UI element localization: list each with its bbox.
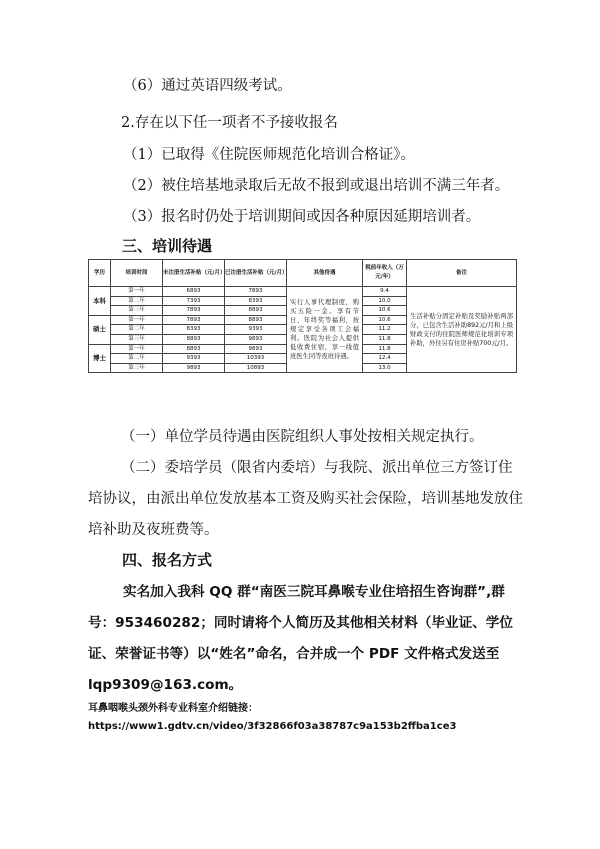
year-cell: 第二年 <box>111 296 163 306</box>
video-link-label: 耳鼻咽喉头颈外科专业科室介绍链接： <box>88 703 258 714</box>
registered-cell: 10893 <box>225 363 287 373</box>
income-cell: 12.4 <box>363 354 407 364</box>
header-unregistered: 未注册生活补贴（元/月） <box>163 260 225 287</box>
registration-line-1: 实名加入我科 QQ 群“南医三院耳鼻喉专业住培招生咨询群”,群 <box>123 584 505 600</box>
income-cell: 10.6 <box>363 315 407 325</box>
unregistered-cell: 8393 <box>163 325 225 335</box>
year-cell: 第一年 <box>111 315 163 325</box>
header-degree: 学历 <box>89 260 111 287</box>
year-cell: 第三年 <box>111 363 163 373</box>
year-cell: 第一年 <box>111 287 163 297</box>
other-benefits-cell: 实行人事代理制度，购买五险一金。享有节日、年终奖等福利，按规定享受各项工会福利。医院为社会人提供低收费住宿，享一线值班医生同等夜班待遇。 <box>287 287 363 373</box>
benefit-paragraph-2-line-3: 培补助及夜班费等。 <box>88 522 219 538</box>
table-header-row <box>89 260 517 287</box>
unregistered-cell: 8893 <box>163 334 225 344</box>
exclusion-3: （3）报名时仍处于培训期间或因各种原因延期培训者。 <box>123 209 481 225</box>
unregistered-cell: 8893 <box>163 344 225 354</box>
benefit-paragraph-1: （一）单位学员待遇由医院组织人事处按相关规定执行。 <box>121 429 484 445</box>
registered-cell: 7893 <box>225 287 287 297</box>
header-income: 税前年收入（万元/年） <box>363 260 407 287</box>
exclusion-2: （2）被住培基地录取后无故不报到或退出培训不满三年者。 <box>123 178 510 194</box>
registered-cell: 8893 <box>225 306 287 316</box>
income-cell: 10.6 <box>363 306 407 316</box>
unregistered-cell: 7893 <box>163 315 225 325</box>
table-row <box>89 287 517 297</box>
exclusion-1: （1）已取得《住院医师规范化培训合格证》。 <box>123 147 415 163</box>
registered-cell: 8393 <box>225 296 287 306</box>
income-cell: 10.0 <box>363 296 407 306</box>
section-2-heading: 2.存在以下任一项者不予接收报名 <box>121 115 338 131</box>
note-cell: 生活补贴分固定补贴及奖励补贴两部分，已包含生活补助892元/月和上级财政支付的住院医师规范化培训专项补助，外住另有住房补贴700元/月。 <box>407 287 517 373</box>
income-cell: 9.4 <box>363 287 407 297</box>
year-cell: 第三年 <box>111 334 163 344</box>
unregistered-cell: 9893 <box>163 363 225 373</box>
header-note: 备注 <box>407 260 517 287</box>
header-registered: 已注册生活补贴（元/月） <box>225 260 287 287</box>
item-6: （6）通过英语四级考试。 <box>123 78 292 94</box>
registration-email[interactable]: lqp9309@163.com。 <box>88 677 243 693</box>
unregistered-cell: 6893 <box>163 287 225 297</box>
income-cell: 13.0 <box>363 363 407 373</box>
year-cell: 第二年 <box>111 325 163 335</box>
income-cell: 11.2 <box>363 325 407 335</box>
registration-line-2: 号：953460282；同时请将个人简历及其他相关材料（毕业证、学位 <box>88 615 513 631</box>
degree-cell: 硕士 <box>89 315 111 344</box>
header-year: 培训时间 <box>111 260 163 287</box>
benefits-table <box>88 259 517 373</box>
benefit-paragraph-2-line-1: （二）委培学员（限省内委培）与我院、派出单位三方签订住 <box>121 460 513 476</box>
unregistered-cell: 7393 <box>163 296 225 306</box>
unregistered-cell: 9393 <box>163 354 225 364</box>
year-cell: 第一年 <box>111 344 163 354</box>
header-other: 其他待遇 <box>287 260 363 287</box>
degree-cell: 博士 <box>89 344 111 373</box>
unregistered-cell: 7893 <box>163 306 225 316</box>
degree-cell: 本科 <box>89 287 111 316</box>
registration-line-3: 证、荣誉证书等）以“姓名”命名，合并成一个 PDF 文件格式发送至 <box>88 646 500 662</box>
income-cell: 11.8 <box>363 334 407 344</box>
video-link-url[interactable]: https://www1.gdtv.cn/video/3f32866f03a38787c9a153b2ffba1ce3 <box>88 721 457 732</box>
section-3-title: 三、培训待遇 <box>122 237 213 255</box>
year-cell: 第三年 <box>111 306 163 316</box>
section-4-title: 四、报名方式 <box>122 551 213 569</box>
income-cell: 11.8 <box>363 344 407 354</box>
registered-cell: 9393 <box>225 325 287 335</box>
registered-cell: 10393 <box>225 354 287 364</box>
registered-cell: 8893 <box>225 315 287 325</box>
year-cell: 第二年 <box>111 354 163 364</box>
registered-cell: 9893 <box>225 334 287 344</box>
registered-cell: 9893 <box>225 344 287 354</box>
benefit-paragraph-2-line-2: 培协议，由派出单位发放基本工资及购买社会保险，培训基地发放住 <box>88 491 523 507</box>
